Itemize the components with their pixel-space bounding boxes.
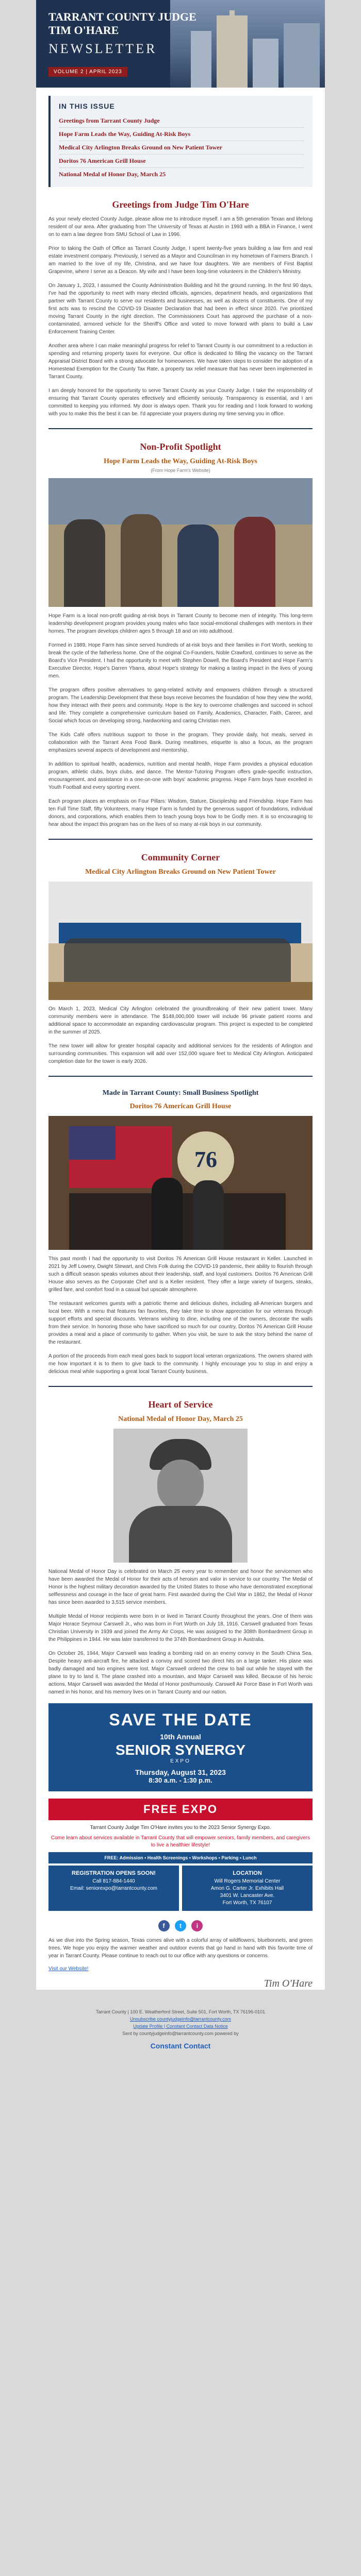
community-paragraph: On March 1, 2023, Medical City Arlington celebrated the groundbreaking of their new patient tower. Many community members were in attendance. The $148,000,000 tower will include 96 private patient rooms and additional space to accommodate an expanding cardiovascular program. This project is expected to be completed in the summer of 2025. <box>48 1006 313 1035</box>
greetings-paragraph: On January 1, 2023, I assumed the County Administration Building and hit the ground running. In the first 90 days, I've had the opportunity to meet with many elected officials, agencies, department heads, and organizations that partner with Tarrant County to serve our residents and businesses, as well as dozens of constituents. One of my first acts was to rescind the COVID-19 Disaster Declaration that had been in effect since 2020. I've prioritized moving Tarrant County in the right direction. The Commissioners Court has approved the purchase of a non-contaminated, armored vehicle for the Sheriff's Office and voted to move forward with plans to build a Law Enforcement Training Center. <box>48 283 313 335</box>
community-title: Community Corner <box>141 852 220 862</box>
save-the-date: SAVE THE DATE <box>109 1710 252 1729</box>
nonprofit-paragraph: In addition to spiritual health, academics, nutrition and mental health, Hope Farm provides a physical education program, athletic clubs, boys clubs, and dance. The Mentor-Tutoring Program offers grade-specific instruction, encouragement, and assistance in a one-on-one with boys' academic progress. Hope Farm boys have excelled in Youth Football and every sporting event. <box>48 761 313 790</box>
smallbusiness-paragraph: The restaurant welcomes guests with a patriotic theme and delicious dishes, including all-American burgers and local beer. With a menu that features fan favorites, they take time to show appreciation for our veterans through support efforts and special discounts. Veterans wishing to dine, including one of the owners, decorate the walls from their service. In honoring those who have sacrificed so much for our country, Doritos 76 American Grill House provides a meal and a place of community to gather. When you visit, be sure to ask the story behind the name of the restaurant. <box>48 1301 313 1345</box>
twitter-icon[interactable]: t <box>175 1920 186 1931</box>
smallbusiness-subtitle: Doritos 76 American Grill House <box>129 1103 232 1110</box>
nonprofit-subtitle: Hope Farm Leads the Way, Guiding At-Risk Boys <box>104 457 257 465</box>
toc-link-grill-house[interactable]: Doritos 76 American Grill House <box>59 155 304 168</box>
groundbreaking-photo <box>48 882 313 1000</box>
volume-badge: VOLUME 2 | APRIL 2023 <box>48 67 127 77</box>
location-line: 3401 W. Lancaster Ave. <box>220 1893 275 1899</box>
nonprofit-caption: (From Hope Farm's Website) <box>151 468 210 473</box>
divider <box>48 1386 313 1387</box>
registration-title: REGISTRATION OPENS SOON! <box>72 1870 156 1876</box>
toc-link-medal-of-honor[interactable]: National Medal of Honor Day, March 25 <box>59 171 166 178</box>
header-title-line2: TIM O'HARE <box>48 24 119 37</box>
unsubscribe-link[interactable]: Unsubscribe countyjudgeinfo@tarrantcounty.com <box>129 2016 232 2022</box>
location-line: Amon G. Carter Jr. Exhibits Hall <box>210 1886 284 1891</box>
divider <box>48 1076 313 1077</box>
free-expo-label: FREE EXPO <box>48 1799 313 1820</box>
heart-paragraph: National Medal of Honor Day is celebrated on March 25 every year to remember and honor the servicemen who have been awarded the Medal of Honor for their acts of heroism and valor in service to our country. The Medal of Honor is the highest military decoration awarded by the United States to those who have demonstrated exceptional selflessness and courage in the face of great harm. First awarded during the Civil War in 1862, the Medal of Honor has since been awarded to 3,515 service members. <box>48 1569 313 1605</box>
greetings-paragraph: As your newly elected County Judge, please allow me to introduce myself. I am a 5th generation Texan and lifelong resident of our area. After graduating from The University of Texas at Austin in 1993 with a BBA in Finance, I went on to earn a law degree from SMU School of Law in 1996. <box>48 216 313 238</box>
expo-brand-sub: EXPO <box>170 1758 191 1764</box>
registration-phone[interactable]: Call 817-884-1440 <box>92 1878 135 1884</box>
social-links <box>36 1920 325 1931</box>
greetings-paragraph: Prior to taking the Oath of Office as Tarrant County Judge, I spent twenty-five years building a law firm and real estate investment company. Previously, I served as a Mayor and Councilman in my hometown of Farmers Branch. I am married to the love of my life, Christina, and we have four daughters. We are members of First Baptist Grapevine, where I serve as a Deacon. My wife and I have been long-time volunteers in the Children's Ministry. <box>48 246 313 275</box>
toc-link-greetings[interactable]: Greetings from Tarrant County Judge <box>59 114 304 128</box>
location-line: Fort Worth, TX 76107 <box>222 1900 272 1906</box>
registration-box <box>48 1866 179 1911</box>
heart-subtitle: National Medal of Honor Day, March 25 <box>118 1415 243 1423</box>
greetings-title: Greetings from Judge Tim O'Hare <box>112 199 249 210</box>
nonprofit-paragraph: The Kids Café offers nutritious support to those in the program. They provide daily, hot meals, served in collaboration with the Tarrant Area Food Bank. During mealtimes, etiquette is also a focus, as the program emphasizes several aspects of development and mentorship. <box>48 732 313 753</box>
constant-contact-logo[interactable]: Constant Contact <box>150 2042 211 2050</box>
table-of-contents <box>48 96 313 187</box>
nonprofit-paragraph: Hope Farm is a local non-profit guiding at-risk boys in Tarrant County to become men of integrity. This long-term leadership development program provides young males who face social-emotional challenges with mentors in their homes. The program develops children ages 5 through 18 and on into adulthood. <box>48 613 313 634</box>
toc-heading: IN THIS ISSUE <box>59 102 115 110</box>
expo-invite: Tarrant County Judge Tim O'Hare invites you to the 2023 Senior Synergy Expo. <box>90 1825 271 1831</box>
update-profile-link[interactable]: Update Profile | Constant Contact Data Notice <box>133 2024 228 2029</box>
smallbusiness-paragraph: This past month I had the opportunity to visit Doritos 76 American Grill House restaurant in Keller. Launched in 2021 by Jeff Lowery, Dwight Stewart, and Chris Folk during the COVID-19 pandemic, their ability to flourish through such a difficult season speaks volumes about their leadership, staff, and loyal customers. Doritos 76 American Grill House also serves as the Corporate Chef and is a Keller resident. They offer a large variety of burgers, steaks, grilled fare, and comfort food in a casual but upscale atmosphere. <box>48 1256 313 1293</box>
location-box <box>182 1866 313 1911</box>
newsletter-header <box>36 0 325 88</box>
community-subtitle: Medical City Arlington Breaks Ground on New Patient Tower <box>85 868 276 876</box>
facebook-icon[interactable]: f <box>158 1920 170 1931</box>
expo-features: FREE: Admission • Health Screenings • Workshops • Parking • Lunch <box>48 1852 313 1863</box>
divider <box>48 428 313 429</box>
toc-link-hope-farm[interactable]: Hope Farm Leads the Way, Guiding At-Risk Boys <box>59 128 304 141</box>
location-title: LOCATION <box>233 1870 262 1876</box>
location-line: Will Rogers Memorial Center <box>214 1878 281 1884</box>
heart-paragraph: Multiple Medal of Honor recipients were born in or lived in Tarrant County throughout the years. One of them was Major Horace Seymour Carswell Jr., who was born in Fort Worth on July 18, 1916. Carswell graduated from Texas Christian University in 1939 and joined the Army Air Corps. He was assigned to the 308th Bombardment Group in the Philippines in 1944. He was later transferred to the 374th Bombardment Group in Australia. <box>48 1614 313 1642</box>
expo-date: Thursday, August 31, 2023 <box>135 1768 226 1776</box>
sent-by: Sent by countyjudgeinfo@tarrantcounty.com powered by <box>122 2031 239 2036</box>
instagram-icon[interactable]: i <box>191 1920 203 1931</box>
toc-link-medical-city[interactable]: Medical City Arlington Breaks Ground on New Patient Tower <box>59 141 304 155</box>
expo-brand: SENIOR SYNERGY <box>115 1742 246 1758</box>
divider <box>48 839 313 840</box>
expo-invite-detail: Come learn about services available in Tarrant County that will empower seniors, family members, and caregivers to live a healthier lifestyle! <box>51 1835 310 1848</box>
grill-house-sign-number: 76 <box>177 1131 234 1188</box>
greetings-paragraph: I am deeply honored for the opportunity to serve Tarrant County as your County Judge. I take the responsibility of ensuring that Tarrant County operates effectively and efficiently seriously. Transparency is essential, and I am committed to keeping you informed. My door is always open. Thank you for reading and I look forward to working with you to make this the best it can be. I'd appreciate your prayers during my time serving you in office. <box>48 388 313 417</box>
nonprofit-paragraph: Formed in 1989, Hope Farm has since served hundreds of at-risk boys and their families in Fort Worth, seeking to break the cycle of the fatherless home. One of the original Co-Founders, Noble Crawford, continues to serve as the Board's Vice President. I had the opportunity to meet with Stephen Dowell, the Board's President and Hope Farm's Executive Director, Hope's Darren Ybarra, about Hope's strategy for making a lasting impact in the lives of young men. <box>48 642 313 679</box>
community-paragraph: The new tower will allow for greater hospital capacity and additional services for the residents of Arlington and surrounding communities. This expansion will add over 152,000 square feet to Medical City Arlington. Anticipated completion date for the tower is early 2026. <box>48 1043 313 1064</box>
heart-paragraph: On October 26, 1944, Major Carswell was leading a bombing raid on an enemy convoy in the South China Sea. Despite heavy anti-aircraft fire, he attacked a convoy and scored two direct hits on a large tanker. His plane was badly damaged and two engines were lost. Major Carswell ordered the crew to bail out while he stayed with the plane to try to land it. The plane crashed into a mountain, and Major Carswell was killed. Because of his heroic actions, Major Carswell was awarded the Medal of Honor posthumously. Carswell Air Force Base in Fort Worth was named in his honor, and his memory lives on in Tarrant County and our nation. <box>48 1651 313 1695</box>
smallbusiness-paragraph: A portion of the proceeds from each meal goes back to support local veteran organizations. The owners shared with me how important it is to them to give back to the community. I highly encourage you to stop in and enjoy a delicious meal while supporting a great local Tarrant County business. <box>48 1353 313 1375</box>
grill-house-photo <box>48 1116 313 1250</box>
newsletter-label: NEWSLETTER <box>48 41 157 56</box>
expo-annual: 10th Annual <box>160 1733 201 1741</box>
nonprofit-paragraph: Each program places an emphasis on Four Pillars: Wisdom, Stature, Discipleship and Friendship. Hope Farm has ten Full Time Staff, fifty Volunteers, many Hope Farm is funded by the generous support of foundations, individual donors, and corporations, which enables them to teach young boys how to be Godly men. It is so encouraging to hear about the impact this program has on the lives of so many at-risk boys in our community. <box>48 799 313 827</box>
expo-info <box>48 1866 313 1911</box>
registration-email[interactable]: Email: seniorexpo@tarrantcounty.com <box>70 1886 157 1891</box>
carswell-portrait <box>113 1429 248 1563</box>
nonprofit-paragraph: The program offers positive alternatives to gang-related activity and empowers children through a structured program. The Leadership Development that these boys receive becomes the foundation of how they view the world, how they interact with their peers and community. Hope is the key to overcome challenges and succeed in school and life. They complete a comprehensive curriculum based on Family, Academics, Character, Faith, Career, and Social which focus on developing strong, hardworking and caring Christian men. <box>48 687 313 724</box>
email-footer <box>36 2000 325 2064</box>
nonprofit-title: Non-Profit Spotlight <box>140 442 221 452</box>
closing-paragraph: As we dive into the Spring season, Texas comes alive with a colorful array of wildflowers, bluebonnets, and green trees. We hope you enjoy the warmer weather and outdoor events that go hand in hand with this favorite time of year in Tarrant County. Please continue to reach out to our office with any questions or concerns. <box>48 1938 313 1959</box>
header-title <box>48 10 196 37</box>
signature: Tim O'Hare <box>264 1978 313 1989</box>
expo-banner <box>48 1703 313 1791</box>
expo-time: 8:30 a.m. - 1:30 p.m. <box>149 1776 212 1784</box>
greetings-paragraph: Another area where I can make meaningful progress for relief to Tarrant County is our commitment to a reduction in spending and returning property taxes for everyone. Our office is dedicated to filling the vacancy on the Tarrant Appraisal District Board with a strong advocate for homeowners. We have taken steps to consider the adoption of a Homestead Exemption for the County Tax Rate, a property tax relief measure that has never been implemented in Tarrant County. <box>48 343 313 380</box>
newsletter-page <box>36 0 325 1990</box>
heart-title: Heart of Service <box>148 1399 213 1410</box>
smallbusiness-title: Made in Tarrant County: Small Business Spotlight <box>102 1089 259 1097</box>
footer-address: Tarrant County | 100 E. Weatherford Street, Suite 501, Fort Worth, TX 76196-0101 <box>95 2009 266 2014</box>
website-link[interactable]: Visit our Website! <box>48 1966 89 1972</box>
header-title-line1: TARRANT COUNTY JUDGE <box>48 10 196 23</box>
hope-farm-photo <box>48 478 313 607</box>
